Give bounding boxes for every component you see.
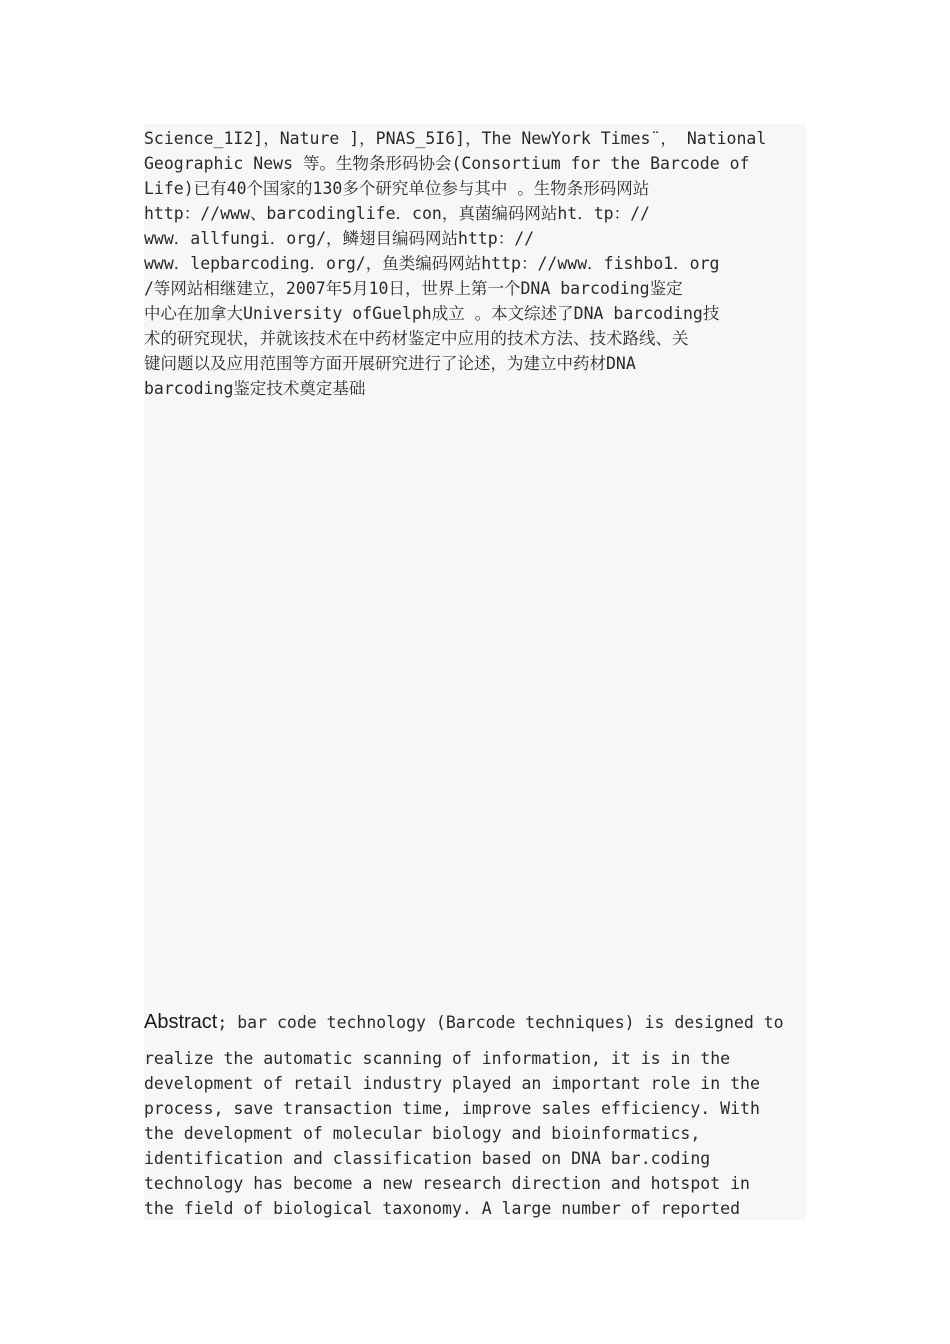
chinese-text-block [144,124,806,1004]
abstract-first-line: ; bar code technology (Barcode techniques) is designed to [217,1013,784,1032]
abstract-paragraph: realize the automatic scanning of information, it is in the development of retail industry played an important role in the process, save transaction time, improve sales efficiency. With the development of molecular biology and bioinformatics, identification and classification based on DNA bar.coding technology has become a new research direction and hotspot in the field of biological taxonomy. A large number of reported [144,1049,760,1218]
abstract-label: Abstract [144,1011,218,1033]
abstract-heading-line [144,1008,806,1037]
chinese-paragraph: Science_1I2]，Nature ]，PNAS_5I6]，The NewYork Times¨， National Geographic News 等。生物条形码协会(Consortium for the Barcode of Life)已有40个国家的130多个研究单位参与其中 。生物条形码网站 http：//www、barcodinglife．con，真菌编码网站ht．tp：// www．allfungi．org/，鳞翅目编码网站http：// www．lepbarcoding．org/，鱼类编码网站http：//www．fishbo1．org /等网站相继建立，2007年5月10日，世界上第一个DNA barcoding鉴定 中心在加拿大University ofGuelph成立 。本文综述了DNA barcoding技 术的研究现状，并就该技术在中药材鉴定中应用的技术方法、技术路线、关 键问题以及应用范围等方面开展研究进行了论述，为建立中药材DNA barcoding鉴定技术奠定基础 [144,129,767,398]
abstract-block [144,1004,806,1220]
